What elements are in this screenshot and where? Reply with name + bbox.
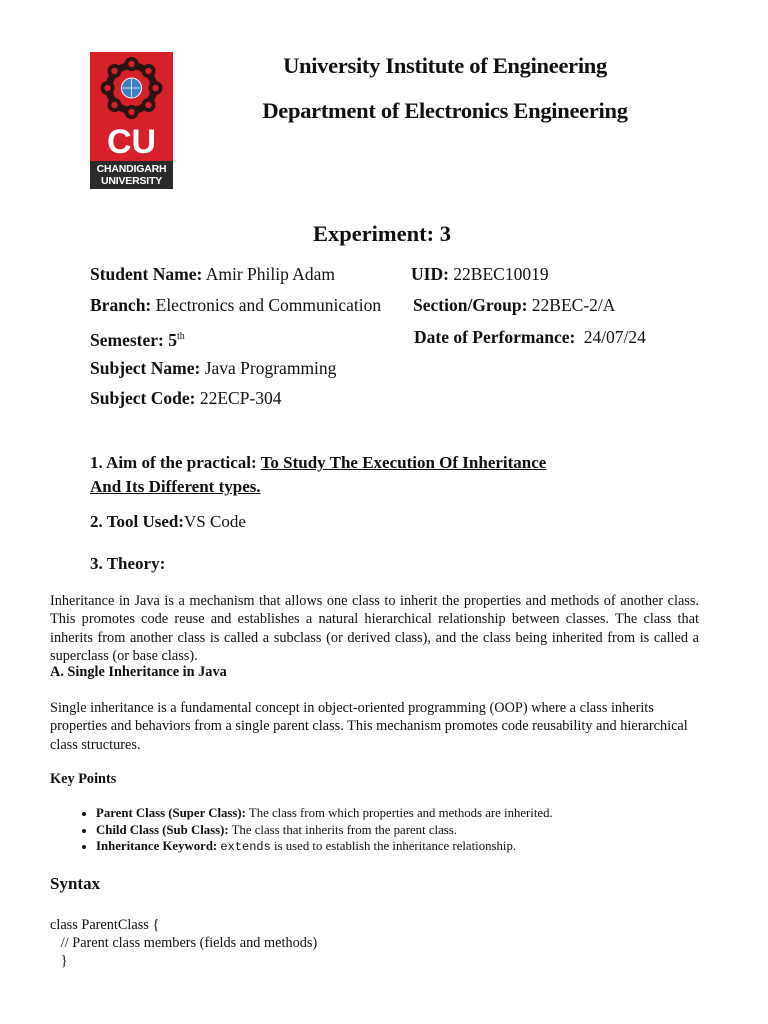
semester	[90, 327, 185, 350]
key-point-code: extends	[220, 840, 271, 854]
code-line: class ParentClass {	[50, 917, 160, 933]
subject-name-value: Java Programming	[204, 358, 337, 378]
theory-intro: Inheritance in Java is a mechanism that allows one class to inherit the properties and methods of another class. This promotes code reuse and establishes a natural hierarchical relationship between classes. The class that inherits from another class is called a subclass (or derived class), and the class being inherited from is called a superclass (or base class).	[50, 593, 699, 664]
date-label: Date of Performance:	[414, 327, 576, 347]
student-name-value: Amir Philip Adam	[205, 264, 336, 284]
code-line: // Parent class members (fields and methods)	[50, 935, 318, 951]
aim-section	[90, 451, 650, 499]
code-line: }	[50, 953, 68, 969]
student-name-label: Student Name:	[90, 264, 203, 284]
single-inheritance-text: Single inheritance is a fundamental concept in object-oriented programming (OOP) where a class inherits properties and behaviors from a single parent class. This mechanism promotes code reusability and hierarchical class structures.	[50, 700, 688, 753]
key-points-heading: Key Points	[50, 771, 117, 787]
logo-line-2: UNIVERSITY	[100, 175, 162, 187]
key-point-desc: The class from which properties and methods are inherited.	[245, 806, 553, 820]
branch-value: Electronics and Communication	[155, 295, 382, 315]
student-name	[90, 264, 335, 284]
uid	[411, 264, 549, 284]
date-of-performance	[414, 327, 646, 347]
single-inheritance-heading: A. Single Inheritance in Java	[50, 664, 227, 680]
branch	[90, 295, 381, 315]
syntax-heading: Syntax	[50, 874, 101, 893]
subject-code	[90, 388, 282, 408]
aim-text-line-2: And Its Different types.	[90, 477, 261, 496]
aim-text-line-1: To Study The Execution Of Inheritance	[260, 453, 547, 472]
logo-cu-text: CU	[106, 123, 157, 161]
section-group	[413, 295, 615, 315]
logo-band	[90, 161, 173, 189]
aim-label: 1. Aim of the practical:	[90, 453, 257, 472]
key-point-term: Parent Class (Super Class):	[96, 806, 246, 820]
university-logo	[90, 52, 173, 189]
list-item	[96, 838, 553, 856]
section-label: Section/Group:	[413, 295, 528, 315]
logo-line-1: CHANDIGARH	[96, 163, 167, 175]
experiment-title: Experiment: 3	[312, 221, 452, 246]
theory-heading: 3. Theory:	[90, 554, 166, 573]
uid-label: UID:	[411, 264, 449, 284]
tool-value: VS Code	[184, 512, 246, 531]
subject-code-label: Subject Code:	[90, 388, 196, 408]
list-item	[96, 805, 553, 822]
subject-code-value: 22ECP-304	[199, 388, 282, 408]
institute-heading: University Institute of Engineering	[283, 53, 607, 78]
date-value: 24/07/24	[583, 327, 646, 347]
section-value: 22BEC-2/A	[531, 295, 616, 315]
key-point-term: Child Class (Sub Class):	[96, 822, 229, 837]
semester-value: 5	[168, 329, 177, 350]
department-heading: Department of Electronics Engineering	[262, 98, 628, 123]
semester-label: Semester:	[90, 329, 164, 350]
key-point-desc: The class that inherits from the parent class.	[228, 822, 457, 837]
key-point-desc: is used to establish the inheritance relationship.	[270, 839, 517, 853]
branch-label: Branch:	[90, 295, 152, 315]
key-points-list	[56, 805, 553, 856]
gears-icon	[90, 52, 173, 122]
list-item	[96, 822, 553, 839]
subject-name	[90, 358, 336, 378]
key-point-term: Inheritance Keyword:	[96, 839, 218, 853]
tool-label: 2. Tool Used:	[90, 512, 184, 531]
tool-section	[90, 512, 246, 532]
semester-suffix: th	[176, 331, 185, 342]
subject-name-label: Subject Name:	[90, 358, 201, 378]
code-block	[50, 916, 317, 970]
uid-value: 22BEC10019	[453, 264, 549, 284]
